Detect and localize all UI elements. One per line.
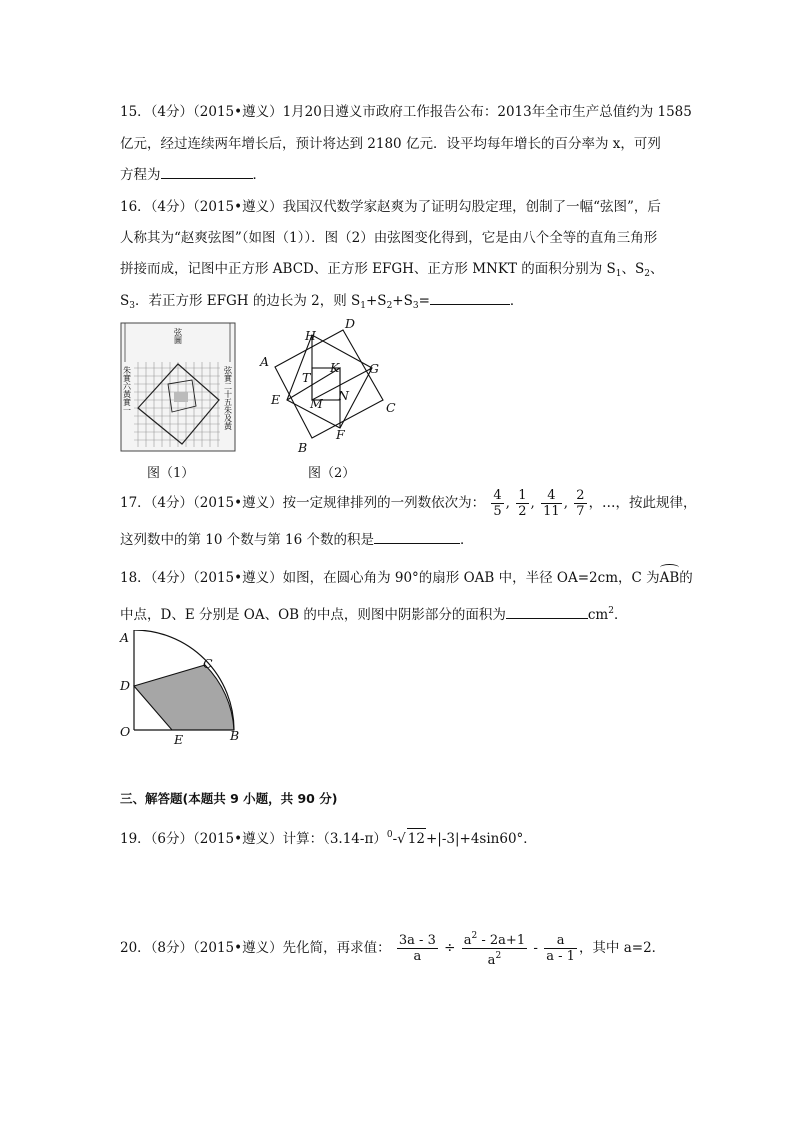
q15-line2: 亿元，经过连续两年增长后，预计将达到 2180 亿元．设平均每年增长的百分率为 x，可列 xyxy=(120,136,661,152)
fig2-label-D: D xyxy=(345,316,356,331)
fig18-label-D: D xyxy=(120,678,131,693)
q18-unit-sup: 2 xyxy=(608,606,614,616)
q19-radicand: 12 xyxy=(407,828,426,849)
q17-fraction: $\frac{1}{2}$ xyxy=(518,488,527,519)
q18-line2-suffix: ． xyxy=(613,607,628,623)
fig18-label-A: A xyxy=(120,630,130,645)
q16-text: +S xyxy=(366,293,387,309)
q18-line1 xyxy=(120,568,693,588)
figure-sector-oab xyxy=(112,630,252,748)
q18-unit: cm xyxy=(587,607,609,623)
q16-sub: 3 xyxy=(129,301,135,311)
fig2-label-B: B xyxy=(298,440,308,454)
fig2-label-M: M xyxy=(310,396,323,411)
q19-minus: - xyxy=(392,831,398,847)
q19-exp: 0 xyxy=(386,830,393,840)
q16-text: ． xyxy=(509,293,524,309)
answer-blank[interactable] xyxy=(161,164,253,179)
fig18-label-B: B xyxy=(230,728,240,743)
q20-fraction-2: $\frac{a^2 - 2a+1}{a^2}$ xyxy=(463,931,526,968)
q16-text: 、S xyxy=(621,261,645,277)
q16-line2: 人称其为“赵爽弦图”（如图（1））．图（2）由弦图变化得到，它是由八个全等的直角三角形 xyxy=(120,230,658,246)
q20-fraction-1: $\frac{3a - 3}{a}$ xyxy=(398,933,436,964)
q20-divide: ÷ xyxy=(444,940,456,956)
q15-line3-prefix: 方程为 xyxy=(120,167,161,183)
q19-prefix: 19．（6分）（2015•遵义）计算：（3.14-π） xyxy=(120,831,387,847)
q16-text: ．若正方形 EFGH 的边长为 2，则 S xyxy=(134,293,361,309)
q17-fraction: $\frac{2}{7}$ xyxy=(576,488,585,519)
q17-fraction: $\frac{4}{5}$ xyxy=(493,488,502,519)
q17-line1: 17．（4分）（2015•遵义）按一定规律排列的一列数依次为： $\frac{4}{5}$ , $\frac{1}{2}$ , $\frac{4}{11}$ , $\frac{2}{7}$ ，…，按此规律， xyxy=(120,488,697,519)
fig2-label-K: K xyxy=(330,360,340,375)
figure-1-xian-tu xyxy=(120,322,236,452)
q20-fraction-3: $\frac{a}{a - 1}$ xyxy=(546,933,575,964)
q16-text: = xyxy=(418,293,430,309)
fig2-label-H: H xyxy=(305,328,316,343)
figure-2-squares xyxy=(252,314,402,454)
fig2-label-N: N xyxy=(338,388,349,403)
q17-line2-suffix: ． xyxy=(460,532,474,548)
answer-blank[interactable] xyxy=(506,604,588,619)
q20-prefix: 20．（8分）（2015•遵义）先化简，再求值： xyxy=(120,940,391,956)
q17-prefix: 17．（4分）（2015•遵义）按一定规律排列的一列数依次为： xyxy=(120,495,486,511)
q16-sub: 2 xyxy=(386,301,393,311)
answer-blank[interactable] xyxy=(430,290,510,305)
q20-suffix: ，其中 a=2． xyxy=(578,940,666,956)
figure-1-caption: 图（1） xyxy=(147,466,195,481)
q17-line2-prefix: 这列数中的第 10 个数与第 16 个数的积是 xyxy=(120,532,375,548)
q19-line: 19．（6分）（2015•遵义）计算：$(3.14-\pi)^0-√$ 12+|-3|+4sin60°． xyxy=(120,830,537,847)
fig2-label-G: G xyxy=(369,361,379,376)
q16-sub: 3 xyxy=(412,301,419,311)
q16-text: 、 xyxy=(650,261,664,277)
arc-ab-label: AB xyxy=(659,570,680,586)
q20-minus: - xyxy=(533,940,538,956)
q17-line2 xyxy=(120,529,474,550)
q15-line1: 15．（4分）（2015•遵义）1月20日遵义市政府工作报告公布：2013年全市生产总值约为 1585 xyxy=(120,104,692,120)
q19-tail: |+4sin60°． xyxy=(454,831,537,847)
q19-rest: +| xyxy=(425,831,442,847)
q16-text: S xyxy=(120,293,130,309)
fig2-label-F: F xyxy=(336,427,345,442)
fig2-label-A: A xyxy=(260,354,270,369)
q18-line2 xyxy=(120,601,627,625)
q17-suffix: ，…，按此规律， xyxy=(588,495,697,511)
q15-line3-suffix: ． xyxy=(252,167,266,183)
q18-line1-prefix: 18．（4分）（2015•遵义）如图，在圆心角为 90°的扇形 OAB 中，半径 OA=2cm，C 为 xyxy=(120,570,660,586)
q16-sub: 2 xyxy=(644,269,651,279)
fig1-top-text: 弦圖 xyxy=(173,328,183,344)
q16-line3-text: 拼接而成，记图中正方形 ABCD、正方形 EFGH、正方形 MNKT 的面积分别为 S xyxy=(120,261,616,277)
q16-sub: 1 xyxy=(360,301,366,311)
q16-line4 xyxy=(120,290,523,316)
q20-line xyxy=(120,928,665,968)
figure-2-caption: 图（2） xyxy=(308,466,356,481)
fig18-label-C: C xyxy=(203,656,213,671)
fig2-label-C: C xyxy=(386,400,396,415)
q16-line3 xyxy=(120,259,664,284)
q17-fraction: $\frac{4}{11}$ xyxy=(543,488,560,519)
fig18-label-E: E xyxy=(174,732,184,747)
q18-line2-prefix: 中点，D、E 分别是 OA、OB 的中点，则图中阴影部分的面积为 xyxy=(120,607,506,623)
q16-line1: 16．（4分）（2015•遵义）我国汉代数学家赵爽为了证明勾股定理，创制了一幅“弦图”，后 xyxy=(120,199,661,215)
fig2-label-E: E xyxy=(271,392,281,407)
q18-line1-suffix: 的 xyxy=(679,570,693,586)
q16-sub: 1 xyxy=(615,269,622,279)
section-3-heading: 三、解答题(本题共 9 小题，共 90 分) xyxy=(120,791,338,806)
answer-blank[interactable] xyxy=(374,529,460,544)
fig18-label-O: O xyxy=(120,724,131,739)
fig1-left-text: 朱實六黃實一 xyxy=(122,366,132,414)
q16-text: +S xyxy=(392,293,413,309)
q19-abs: -3 xyxy=(441,831,455,847)
fig1-right-text: 弦實二十五朱及黃 xyxy=(223,366,233,430)
fig2-label-T: T xyxy=(302,370,311,385)
q15-line3 xyxy=(120,164,266,185)
